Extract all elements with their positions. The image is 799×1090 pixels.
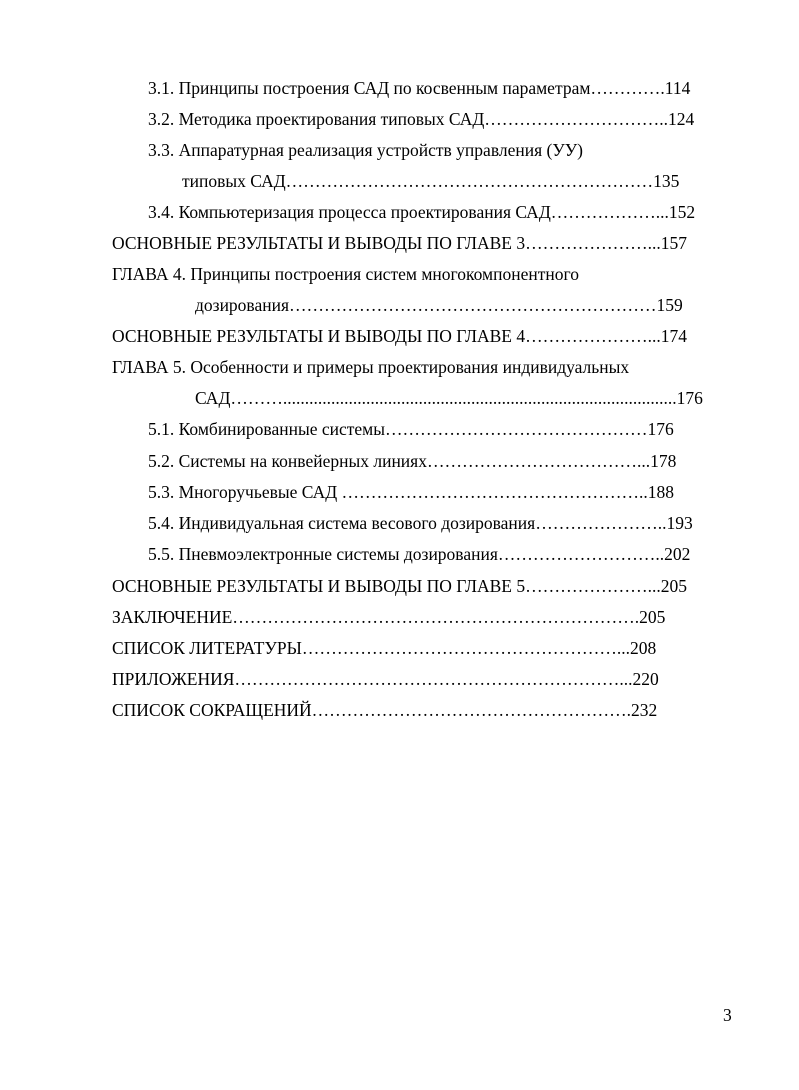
toc-results-chapter-4: ОСНОВНЫЕ РЕЗУЛЬТАТЫ И ВЫВОДЫ ПО ГЛАВЕ 4…………………...174 — [112, 326, 687, 346]
toc-chapter-5-line1: ГЛАВА 5. Особенности и примеры проектирования индивидуальных — [112, 357, 630, 377]
toc-conclusion: ЗАКЛЮЧЕНИЕ…………………………………………………………….205 — [112, 607, 666, 627]
toc-results-chapter-5: ОСНОВНЫЕ РЕЗУЛЬТАТЫ И ВЫВОДЫ ПО ГЛАВЕ 5…………………...205 — [112, 576, 687, 596]
toc-section-3-4: 3.4. Компьютеризация процесса проектирования САД………………...152 — [148, 202, 696, 222]
toc-results-chapter-3: ОСНОВНЫЕ РЕЗУЛЬТАТЫ И ВЫВОДЫ ПО ГЛАВЕ 3…………………...157 — [112, 233, 687, 253]
toc-section-3-3-line2: типовых САД………………………………………………………135 — [182, 171, 680, 191]
toc-chapter-4-line2: дозирования………………………………………………………159 — [195, 295, 683, 315]
toc-section-5-1: 5.1. Комбинированные системы………………………………………176 — [148, 419, 674, 439]
toc-section-5-5: 5.5. Пневмоэлектронные системы дозирования………………………..202 — [148, 544, 691, 564]
toc-section-5-3: 5.3. Многоручьевые САД ……………………………………………..188 — [148, 482, 675, 502]
toc-chapter-5-line2: САД………..........................................................................................176 — [195, 388, 703, 408]
toc-section-3-1: 3.1. Принципы построения САД по косвенным параметрам………….114 — [148, 78, 691, 98]
toc-section-3-3-line1: 3.3. Аппаратурная реализация устройств управления (УУ) — [148, 140, 583, 160]
toc-abbreviations: СПИСОК СОКРАЩЕНИЙ……………………………………………….232 — [112, 700, 658, 720]
toc-section-3-2: 3.2. Методика проектирования типовых САД…………………………..124 — [148, 109, 695, 129]
toc-section-5-4: 5.4. Индивидуальная система весового дозирования…………………..193 — [148, 513, 693, 533]
toc-section-5-2: 5.2. Системы на конвейерных линиях………………………………...178 — [148, 451, 677, 471]
page-number: 3 — [723, 1005, 732, 1025]
toc-chapter-4-line1: ГЛАВА 4. Принципы построения систем многокомпонентного — [112, 264, 579, 284]
toc-appendices: ПРИЛОЖЕНИЯ…………………………………………………………...220 — [112, 669, 659, 689]
toc-references: СПИСОК ЛИТЕРАТУРЫ………………………………………………...208 — [112, 638, 657, 658]
